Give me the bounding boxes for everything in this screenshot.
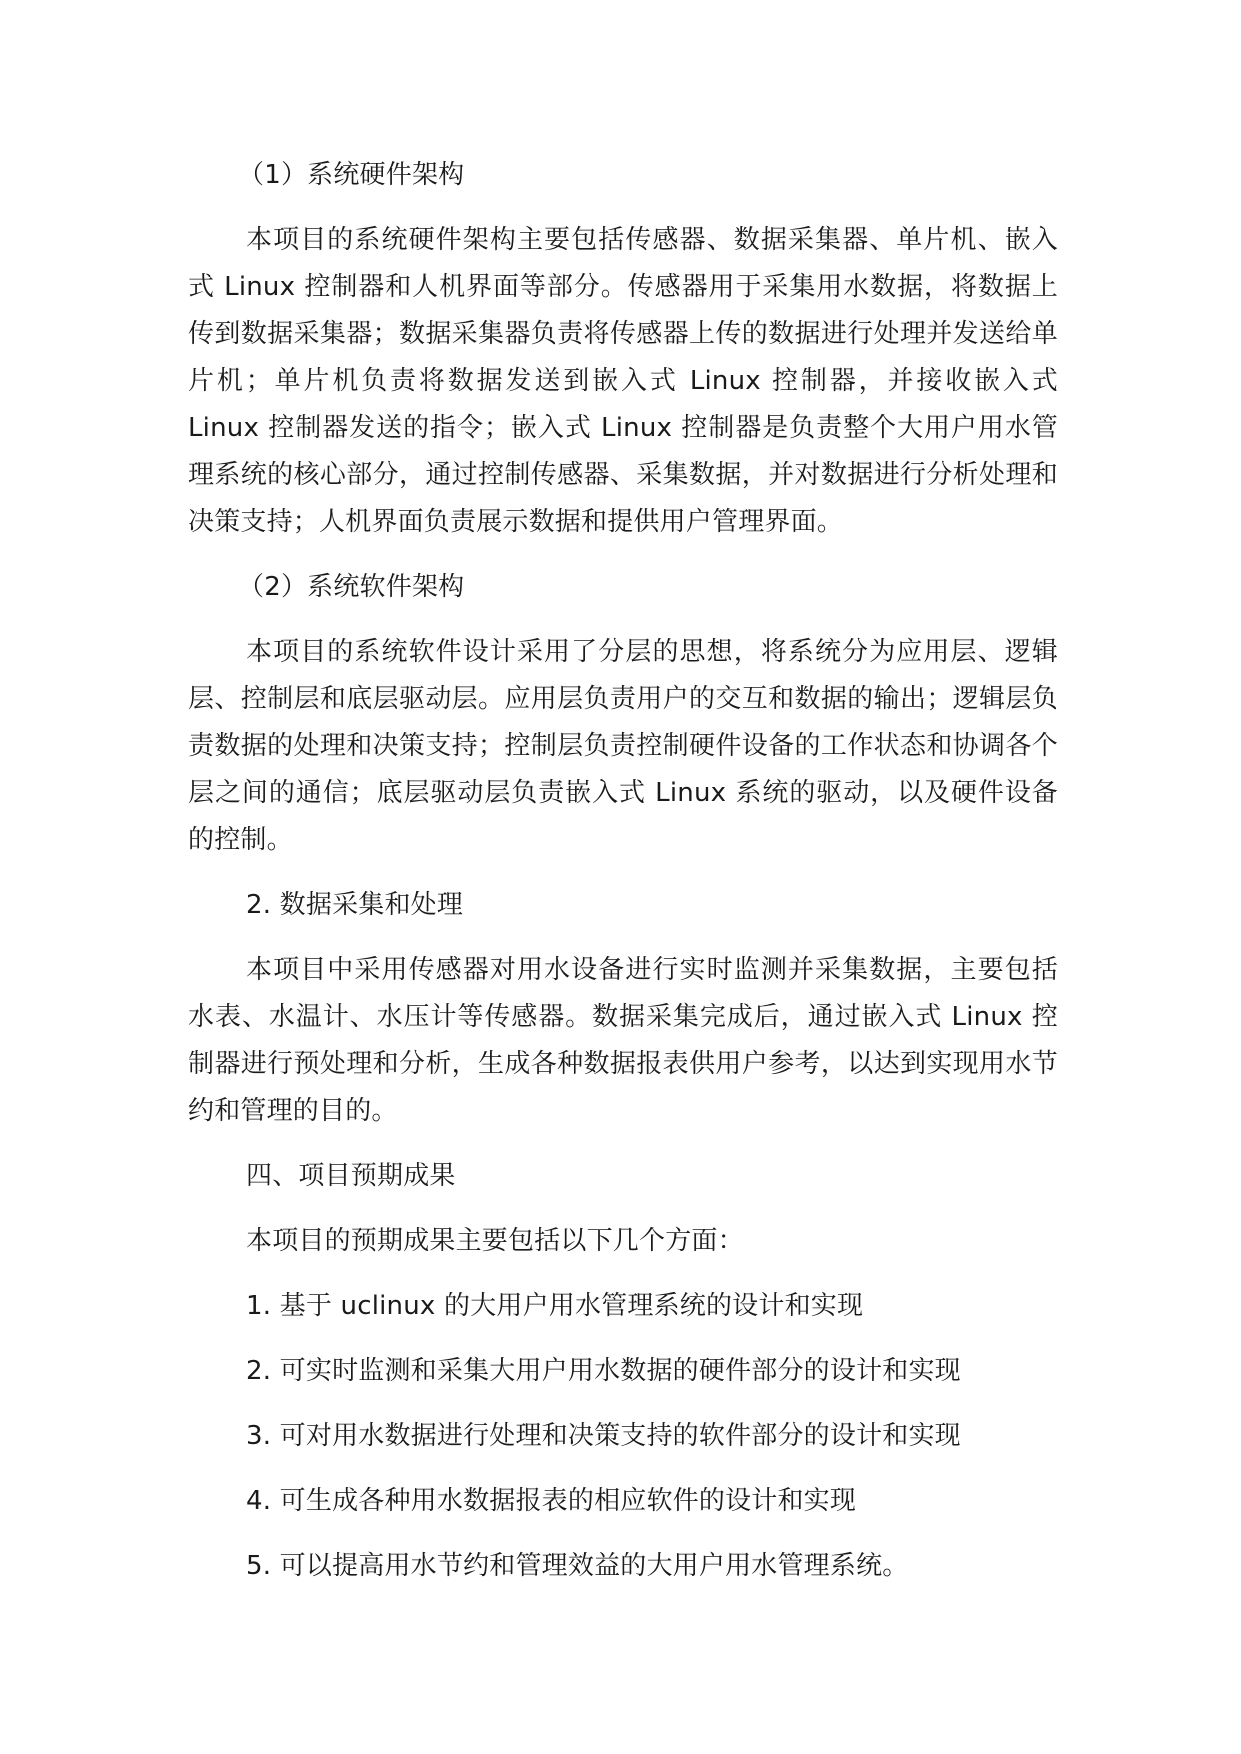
document-body <box>188 152 1058 1590</box>
software-architecture-heading: （2）系统软件架构 <box>238 572 465 602</box>
expected-results-intro: 本项目的预期成果主要包括以下几个方面： <box>246 1226 744 1256</box>
expected-results-heading: 四、项目预期成果 <box>246 1161 456 1191</box>
list-item: 3. 可对用水数据进行处理和决策支持的软件部分的设计和实现 <box>246 1421 961 1451</box>
hardware-architecture-paragraph: 本项目的系统硬件架构主要包括传感器、数据采集器、单片机、嵌入式 Linux 控制器和人机界面等部分。传感器用于采集用水数据，将数据上传到数据采集器；数据采集器负责将传感器上传的数据进行处理并发送给单片机；单片机负责将数据发送到嵌入式 Linux 控制器，并接收嵌入式 Linux 控制器发送的指令；嵌入式 Linux 控制器是负责整个大用户用水管理系统的核心部分，通过控制传感器、采集数据，并对数据进行分析处理和决策支持；人机界面负责展示数据和提供用户管理界面。 <box>188 225 1058 537</box>
list-item: 1. 基于 uclinux 的大用户用水管理系统的设计和实现 <box>246 1291 864 1321</box>
list-item: 5. 可以提高用水节约和管理效益的大用户用水管理系统。 <box>246 1551 909 1581</box>
list-item: 4. 可生成各种用水数据报表的相应软件的设计和实现 <box>246 1486 857 1516</box>
list-item: 2. 可实时监测和采集大用户用水数据的硬件部分的设计和实现 <box>246 1356 961 1386</box>
data-collection-paragraph: 本项目中采用传感器对用水设备进行实时监测并采集数据，主要包括水表、水温计、水压计等传感器。数据采集完成后，通过嵌入式 Linux 控制器进行预处理和分析，生成各种数据报表供用户参考，以达到实现用水节约和管理的目的。 <box>188 955 1058 1126</box>
data-collection-heading: 2. 数据采集和处理 <box>246 890 464 920</box>
software-architecture-paragraph: 本项目的系统软件设计采用了分层的思想，将系统分为应用层、逻辑层、控制层和底层驱动层。应用层负责用户的交互和数据的输出；逻辑层负责数据的处理和决策支持；控制层负责控制硬件设备的工作状态和协调各个层之间的通信；底层驱动层负责嵌入式 Linux 系统的驱动，以及硬件设备的控制。 <box>188 637 1058 855</box>
hardware-architecture-heading: （1）系统硬件架构 <box>238 160 465 190</box>
